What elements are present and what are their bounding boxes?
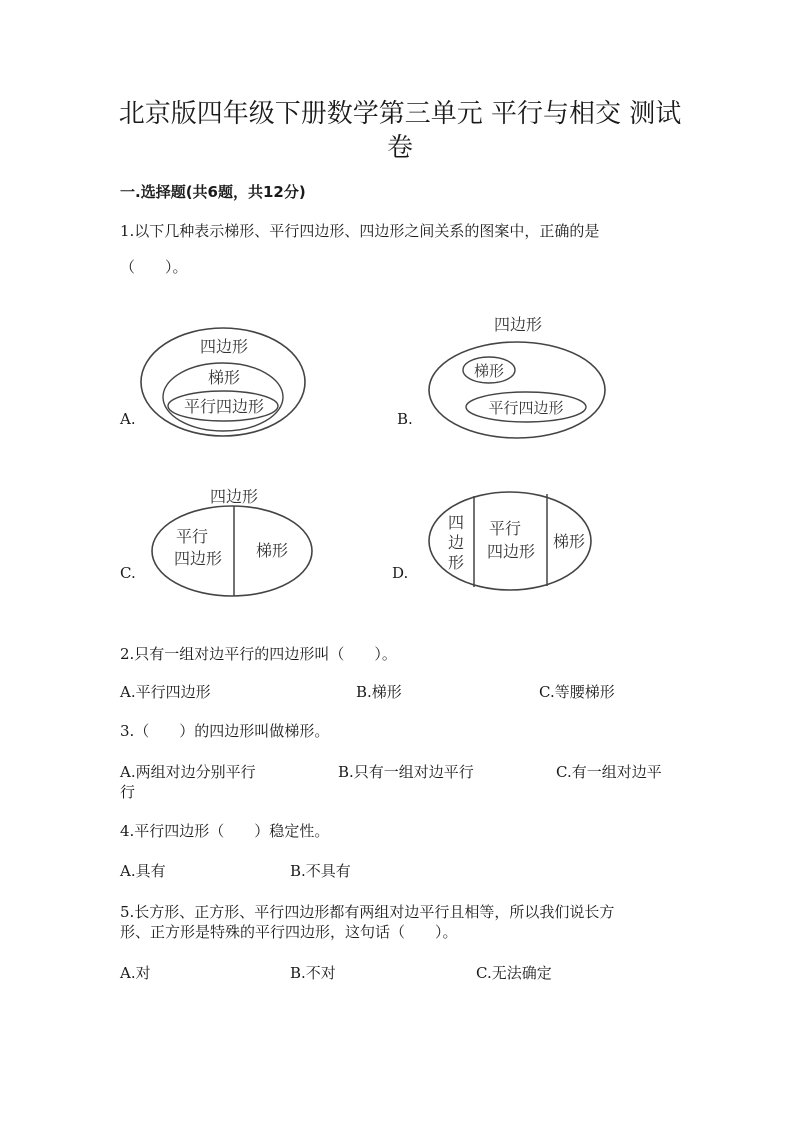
q2-option-a[interactable]: A.平行四边形 <box>120 683 211 701</box>
label-trapezoid: 梯形 <box>207 368 241 387</box>
question-5-text: 5.长方形、正方形、平行四边形都有两组对边平行且相等，所以我们说长方 <box>120 903 615 921</box>
page-title: 北京版四年级下册数学第三单元 平行与相交 测试 <box>118 99 682 129</box>
label-char-2: 边 <box>447 533 465 552</box>
label-parallel: 平行 <box>488 519 522 538</box>
label-quadrilateral-part: 四边形 <box>173 549 223 568</box>
q2-option-b[interactable]: B.梯形 <box>356 683 402 701</box>
q5-option-a[interactable]: A.对 <box>120 964 151 982</box>
label-char-1: 四 <box>447 513 465 532</box>
label-quadrilateral: 四边形 <box>199 337 249 356</box>
q3-option-c[interactable]: C.有一组对边平 <box>556 763 662 781</box>
label-quadrilateral: 四边形 <box>493 315 543 334</box>
q5-option-c[interactable]: C.无法确定 <box>476 964 552 982</box>
label-quadrilateral: 四边形 <box>209 487 259 506</box>
q3-option-a[interactable]: A.两组对边分别平行 <box>120 763 256 781</box>
label-quadrilateral-part: 四边形 <box>486 542 536 561</box>
q1-option-c-label[interactable]: C. <box>120 564 136 582</box>
label-parallelogram: 平行四边形 <box>488 399 564 417</box>
question-1-text: 1.以下几种表示梯形、平行四边形、四边形之间关系的图案中，正确的是 <box>120 222 600 240</box>
question-2-text: 2.只有一组对边平行的四边形叫（ ）。 <box>120 645 397 663</box>
outer-ellipse <box>429 342 605 438</box>
q1-option-a-diagram[interactable] <box>138 325 308 440</box>
question-1-blank: （ ）。 <box>120 258 188 276</box>
label-parallel: 平行 <box>175 527 209 546</box>
q2-option-c[interactable]: C.等腰梯形 <box>539 683 615 701</box>
q1-option-d-label[interactable]: D. <box>392 564 409 582</box>
q3-option-c-wrap[interactable]: 行 <box>120 783 136 801</box>
q1-option-b-diagram[interactable] <box>425 310 610 440</box>
label-trapezoid: 梯形 <box>552 532 586 551</box>
q1-option-d-diagram[interactable] <box>425 486 595 596</box>
q5-option-b[interactable]: B.不对 <box>290 964 336 982</box>
q1-option-a-label[interactable]: A. <box>120 410 136 428</box>
q4-option-b[interactable]: B.不具有 <box>290 862 351 880</box>
label-trapezoid: 梯形 <box>255 541 289 560</box>
label-trapezoid: 梯形 <box>473 362 505 380</box>
question-3-text: 3.（ ）的四边形叫做梯形。 <box>120 722 330 740</box>
section-heading: 一.选择题(共6题，共12分) <box>120 183 306 201</box>
q4-option-a[interactable]: A.具有 <box>120 862 166 880</box>
page-title-wrap: 卷 <box>386 133 413 163</box>
question-4-text: 4.平行四边形（ ）稳定性。 <box>120 822 330 840</box>
question-5-text-wrap: 形、正方形是特殊的平行四边形，这句话（ ）。 <box>120 923 458 941</box>
q1-option-b-label[interactable]: B. <box>397 410 413 428</box>
label-parallelogram: 平行四边形 <box>183 397 265 416</box>
q3-option-b[interactable]: B.只有一组对边平行 <box>338 763 474 781</box>
q1-option-c-diagram[interactable] <box>148 484 318 599</box>
label-char-3: 形 <box>447 553 465 572</box>
